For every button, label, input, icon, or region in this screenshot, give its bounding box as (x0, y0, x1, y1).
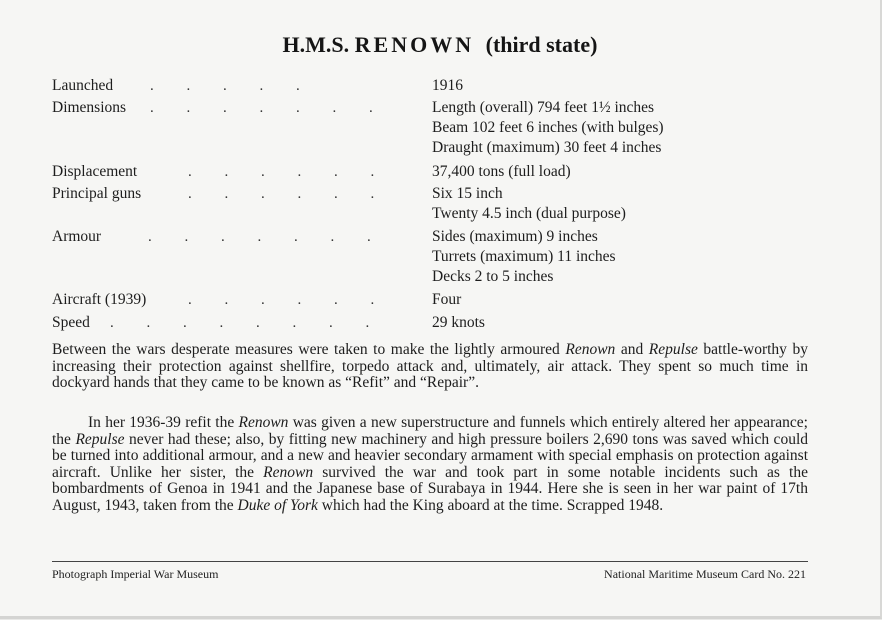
spec-value: 37,400 tons (full load) (432, 163, 571, 180)
spec-value: Decks 2 to 5 inches (432, 268, 554, 285)
spec-value: Four (432, 291, 462, 308)
ship-name: Repulse (648, 341, 698, 358)
spec-value: 29 knots (432, 314, 485, 331)
spec-label: Displacement (52, 163, 138, 180)
leader-dots: . . . . . (150, 78, 301, 94)
spec-values (432, 184, 626, 224)
spec-label: Speed (52, 314, 90, 331)
leader-dots: . . . . . . (188, 292, 376, 308)
photo-credit: Photograph Imperial War Museum (52, 567, 219, 581)
ship-name: Repulse (75, 430, 125, 448)
history-paragraph-1 (52, 342, 808, 392)
spec-values (432, 313, 485, 333)
spec-value: Length (overall) 794 feet 1½ inches (432, 99, 655, 116)
text-run: which had the King aboard at the time. Scrapped 1948. (317, 496, 664, 514)
title-ship-name: RENOWN (354, 32, 475, 57)
spec-label: Aircraft (1939) (52, 291, 147, 308)
leader-dots: . . . . . . (188, 164, 376, 180)
spec-values (432, 162, 571, 182)
leader-dots: . . . . . . (188, 186, 376, 202)
footer-divider (52, 561, 808, 562)
history-paragraph-2 (52, 415, 808, 514)
title-prefix: H.M.S. (282, 32, 350, 57)
leader-dots: . . . . . . . . (110, 315, 371, 331)
spec-value: Draught (maximum) 30 feet 4 inches (432, 139, 662, 156)
spec-values (432, 227, 616, 287)
spec-values (432, 98, 664, 158)
spec-value: Twenty 4.5 inch (dual purpose) (432, 205, 626, 222)
card-number: National Maritime Museum Card No. 221 (604, 567, 806, 581)
spec-values (432, 76, 463, 96)
spec-value: Six 15 inch (432, 185, 503, 202)
text-run: battle-worthy by increasing their protection against shellfire, torpedo attack and, ultimately, air attack. They spent so much time in dockyard hands that they came to be known as “Refit” and “Repair”. (52, 341, 808, 391)
spec-value: Beam 102 feet 6 inches (with bulges) (432, 119, 664, 136)
spec-value: Sides (maximum) 9 inches (432, 228, 598, 245)
spec-values (432, 290, 461, 310)
text-run: In her 1936-39 refit the (88, 414, 239, 431)
leader-dots: . . . . . . . (148, 229, 372, 245)
spec-value: Turrets (maximum) 11 inches (432, 248, 616, 265)
ship-name: Renown (238, 414, 289, 431)
text-run: never had these; also, by fitting new machinery and high pressure boilers 2,690 tons was saved which could be turned into additional armour, and a new and heavier secondary armament with special emphasis on protection against aircraft. Unlike her sister, the (52, 430, 808, 481)
text-run: Between the wars desperate measures were taken to make the lightly armoured (52, 341, 566, 358)
page-title (0, 30, 880, 60)
spec-label: Dimensions (52, 99, 127, 116)
leader-dots: . . . . . . . (150, 100, 374, 116)
text-run: and (615, 341, 649, 358)
spec-label: Principal guns (52, 185, 142, 202)
text-run: survived the war and took part in some notable incidents such as the bombardments of Genoa in 1941 and the Japanese base of Surabaya in 1944. Here she is seen in her war paint of 17th August, 1943, taken from the (52, 463, 808, 514)
spec-label: Armour (52, 228, 102, 245)
spec-value: 1916 (432, 77, 463, 94)
ship-name: Duke of York (237, 496, 318, 514)
text-run: was given a new superstructure and funnels which entirely altered her appearance; the (52, 414, 808, 448)
ship-name: Renown (263, 463, 314, 481)
ship-name: Renown (565, 341, 616, 358)
title-state: (third state) (485, 32, 598, 57)
spec-label: Launched (52, 77, 114, 94)
